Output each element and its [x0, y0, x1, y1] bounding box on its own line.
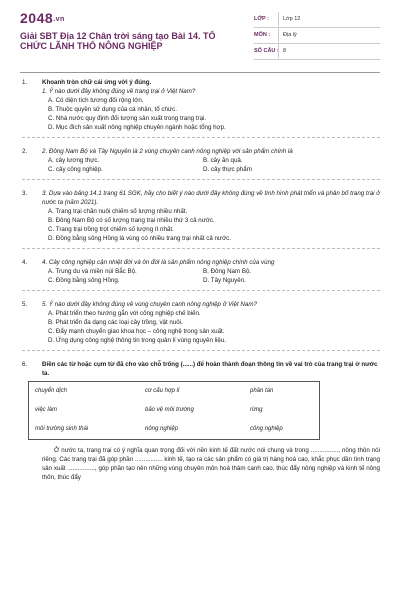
- option: B. Đông Nam Bộ.: [203, 268, 252, 275]
- exercise-content: [22, 78, 380, 487]
- option: A. Trang trại chăn nuôi chiếm số lượng nhiều nhất.: [48, 208, 188, 215]
- question-6: 6. Điền các từ hoặc cụm từ đã cho vào chỗ trống (......) để hoàn thành đoạn thông tin về vai trò của trang trại ở nước ta. chuyển dịch cơ cấu hợp lí phân tán việc làm bảo vệ môi trường rừng môi trường sinh thái nông nghiệp công nghiệp Ở nước ta, trang trại có ý nghĩa quan trọng đối với nền kinh tế đất nước nói chung và trong ................, nông thôn nói riêng. Các trang trại đã góp phần ................ kinh tế, tạo ra các sản phẩm có giá trị hàng hoá cao, khắc phục dần tình trạng sản xuất ................, góp phần tạo nên những vùng chuyên môn hoá thâm canh cao, thúc đẩy nông nghiệp và kinh tế nông thôn, thúc đẩy: [22, 361, 380, 481]
- meta-row-class: LỚP : Lớp 12: [254, 12, 380, 28]
- header-divider: [20, 72, 380, 73]
- meta-info: [254, 12, 380, 60]
- word-option: nông nghiệp: [145, 426, 179, 432]
- word-option: rừng: [250, 407, 263, 413]
- question-text: 3. Dựa vào bảng 14.1 trang 61 SGK, hãy cho biết ý nào dưới đây không đúng về tình hình phát triển và phân bố trang trại ở nước ta (năm 2021).: [42, 190, 380, 206]
- page-header: [0, 0, 400, 70]
- meta-row-count: SỐ CÂU : 8: [254, 44, 380, 60]
- question-text: 2. Đông Nam Bộ và Tây Nguyên là 2 vùng chuyên canh nông nghiệp với sản phẩm chính là: [42, 148, 293, 155]
- word-option: phân tán: [250, 388, 274, 394]
- option: B. Phát triển đa dạng các loại cây trồng, vật nuôi.: [48, 319, 183, 326]
- option: D. Đồng bằng sông Hồng là vùng có nhiều trang trại nhất cả nước.: [48, 235, 231, 242]
- option: D. Tây Nguyên.: [203, 277, 246, 284]
- option: D. cây thực phẩm: [203, 166, 252, 173]
- question-5: 5. 5. Ý nào dưới đây không đúng về vùng chuyên canh nông nghiệp ở Việt Nam? A. Phát triển theo hướng gắn với công nghiệp chế biến. B. Phát triển đa dạng các loại cây trồng, vật nuôi. C. Đẩy mạnh chuyển giao khoa học – công nghệ trong sản xuất. D. Ứng dụng công nghệ thông tin trong quản lí vùng nguyên liệu.: [22, 300, 380, 345]
- option: A. Phát triển theo hướng gắn với công nghiệp chế biến.: [48, 310, 201, 317]
- option: A. cây lương thực.: [48, 157, 100, 164]
- word-option: bảo vệ môi trường: [145, 407, 194, 413]
- word-option: cơ cấu hợp lí: [145, 388, 180, 394]
- question-2: 2. 2. Đông Nam Bộ và Tây Nguyên là 2 vùng chuyên canh nông nghiệp với sản phẩm chính là A. cây lương thực. B. cây ăn quả. C. cây công nghiệp. D. cây thực phẩm: [22, 147, 380, 174]
- option: B. cây ăn quả.: [203, 157, 243, 164]
- question-heading: Điền các từ hoặc cụm từ đã cho vào chỗ trống (......) để hoàn thành đoạn thông tin về vai trò của trang trại ở nước ta.: [42, 361, 378, 377]
- word-bank: [28, 381, 320, 440]
- option: A. Có diện tích tương đối rộng lớn.: [48, 97, 144, 104]
- option: C. Nhà nước quy định đối tượng sản xuất trong trang trại.: [48, 115, 207, 122]
- question-1: 1. Khoanh tròn chữ cái ứng với ý đúng. 1. Ý nào dưới đây không đúng về trang trại ở Việt Nam? A. Có diện tích tương đối rộng lớn. B. Thuộc quyền sử dụng của cá nhân, tổ chức. C. Nhà nước quy định đối tượng sản xuất trong trang trại. D. Mục đích sản xuất nông nghiệp chuyên ngành hoặc tổng hợp.: [22, 78, 380, 132]
- option: D. Ứng dụng công nghệ thông tin trong quản lí vùng nguyên liệu.: [48, 337, 226, 344]
- word-option: môi trường sinh thái: [35, 426, 89, 432]
- option: C. cây công nghiệp.: [48, 166, 103, 173]
- option: C. Đẩy mạnh chuyển giao khoa học – công nghệ trong sản xuất.: [48, 328, 225, 335]
- option: C. Trang trại trồng trọt chiếm số lượng ít nhất.: [48, 226, 174, 233]
- question-text: 1. Ý nào dưới đây không đúng về trang trại ở Việt Nam?: [42, 88, 196, 95]
- question-heading: Khoanh tròn chữ cái ứng với ý đúng.: [42, 79, 152, 86]
- word-option: công nghiệp: [250, 426, 283, 432]
- question-4: 4. 4. Cây công nghiệp cận nhiệt đới và ôn đới là sản phẩm nông nghiệp chính của vùng A. Trung du và miền núi Bắc Bộ. B. Đông Nam Bộ. C. Đồng bằng sông Hồng. D. Tây Nguyên.: [22, 258, 380, 285]
- site-logo[interactable]: 2048.vn: [20, 10, 65, 26]
- fill-in-paragraph: Ở nước ta, trang trại có ý nghĩa quan trọng đối với nền kinh tế đất nước nói chung và trong ................, nông thôn nói riêng. Các trang trại đã góp phần ................ kinh tế, tạo ra các sản phẩm có giá trị hàng hoá cao, khắc phục dần tình trạng sản xuất ................, góp phần tạo nên những vùng chuyên môn hoá thâm canh cao, thúc đẩy nông nghiệp và kinh tế nông thôn, thúc đẩy: [42, 447, 380, 481]
- question-text: 4. Cây công nghiệp cận nhiệt đới và ôn đới là sản phẩm nông nghiệp chính của vùng: [42, 259, 275, 266]
- option: D. Mục đích sản xuất nông nghiệp chuyên ngành hoặc tổng hợp.: [48, 124, 226, 131]
- option: B. Đông Nam Bộ có số lượng trang trại nhiều thứ 3 cả nước.: [48, 217, 215, 224]
- word-option: chuyển dịch: [35, 388, 68, 394]
- option: B. Thuộc quyền sử dụng của cá nhân, tổ chức.: [48, 106, 177, 113]
- option: C. Đồng bằng sông Hồng.: [48, 277, 120, 284]
- word-option: việc làm: [35, 407, 58, 413]
- meta-row-subject: MÔN : Địa lý: [254, 28, 380, 44]
- option: A. Trung du và miền núi Bắc Bộ.: [48, 268, 137, 275]
- question-text: 5. Ý nào dưới đây không đúng về vùng chuyên canh nông nghiệp ở Việt Nam?: [42, 301, 257, 308]
- page-title: Giải SBT Địa 12 Chân trời sáng tạo Bài 14. TỔ CHỨC LÃNH THỔ NÔNG NGHIỆP: [20, 31, 216, 51]
- question-3: 3. 3. Dựa vào bảng 14.1 trang 61 SGK, hãy cho biết ý nào dưới đây không đúng về tình hình phát triển và phân bố trang trại ở nước ta (năm 2021). A. Trang trại chăn nuôi chiếm số lượng nhiều nhất. B. Đông Nam Bộ có số lượng trang trại nhiều thứ 3 cả nước. C. Trang trại trồng trọt chiếm số lượng ít nhất. D. Đồng bằng sông Hồng là vùng có nhiều trang trại nhất cả nước.: [22, 190, 380, 242]
